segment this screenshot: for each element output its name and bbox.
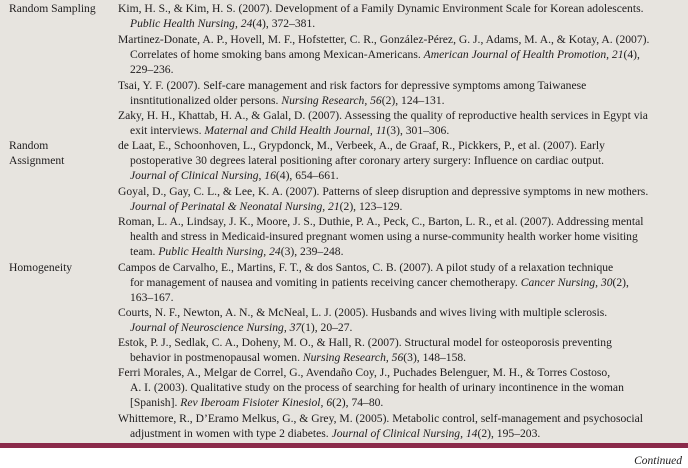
reference-entry: Estok, P. J., Sedlak, C. A., Doheny, M. O., & Hall, R. (2007). Structural model for osteoporosis preventing behavior in postmenopausal women. Nursing Research, 56(3), 148–158. <box>118 336 612 365</box>
reference-entry: de Laat, E., Schoonhoven, L., Grypdonck, M., Verbeek, A., de Graaf, R., Pickkers, P., et al. (2007). Early postoperative 30 degrees lateral positioning after coronary artery surgery: Influence on cardiac output. Journal of Clinical Nursing, 16(4), 654–661. <box>118 139 605 183</box>
reference-entry: Courts, N. F., Newton, A. N., & McNeal, L. J. (2005). Husbands and wives living with multiple sclerosis. Journal of Neuroscience Nursing, 37(1), 20–27. <box>118 306 608 335</box>
reference-entry: Zaky, H. H., Khattab, H. A., & Galal, D. (2007). Assessing the quality of reproductive health services in Egypt via exit interviews. Maternal and Child Health Journal, 11(3), 301–306. <box>118 109 648 138</box>
reference-entry: Kim, H. S., & Kim, H. S. (2007). Development of a Family Dynamic Environment Scale for Korean adolescents. Public Health Nursing, 24(4), 372–381. <box>118 2 644 31</box>
reference-entry: Goyal, D., Gay, C. L., & Lee, K. A. (2007). Patterns of sleep disruption and depressive symptoms in new mothers. Journal of Perinatal & Neonatal Nursing, 21(2), 123–129. <box>118 185 649 214</box>
reference-entry: Martinez-Donate, A. P., Hovell, M. F., Hofstetter, C. R., González-Pérez, G. J., Adams, M. A., & Kotay, A. (2007). Correlates of home smoking bans among Mexican-Americans. American Journal of Health Promotion, 21(4), 229–236. <box>118 33 650 77</box>
reference-entry: Campos de Carvalho, E., Martins, F. T., & dos Santos, C. B. (2007). A pilot study of a relaxation technique for management of nausea and vomiting in patients receiving cancer chemotherapy. Cancer Nursing, 30(2), 163–167. <box>118 261 629 305</box>
continued-label: Continued <box>634 455 682 467</box>
category-random-assignment: Random Assignment <box>9 139 65 167</box>
reference-entry: Tsai, Y. F. (2007). Self-care management and risk factors for depressive symptoms among Taiwanese insntitutionalized older persons. Nursing Research, 56(2), 124–131. <box>118 79 587 108</box>
category-random-sampling: Random Sampling <box>9 2 96 15</box>
reference-entry: Roman, L. A., Lindsay, J. K., Moore, J. S., Duthie, P. A., Peck, C., Barton, L. R., et al. (2007). Addressing mental health and stress in Medicaid-insured pregnant women using a nurse-community health worker home visiting team. Public Health Nursing, 24(3), 239–248. <box>118 215 644 259</box>
reference-entry: Ferri Morales, A., Melgar de Correl, G., Avendaño Coy, J., Puchades Belenguer, M. H., & Torres Costoso, A. I. (2003). Qualitative study on the process of searching for health of urinary incontinence in the woman [Spanish]. Rev Iberoam Fisioter Kinesiol, 6(2), 74–80. <box>118 366 624 410</box>
table-bottom-rule <box>0 443 688 448</box>
reference-entry: Whittemore, R., D’Eramo Melkus, G., & Grey, M. (2005). Metabolic control, self-management and psychosocial adjustment in women with type 2 diabetes. Journal of Clinical Nursing, 14(2), 195–203. <box>118 412 644 441</box>
category-homogeneity: Homogeneity <box>9 261 73 274</box>
